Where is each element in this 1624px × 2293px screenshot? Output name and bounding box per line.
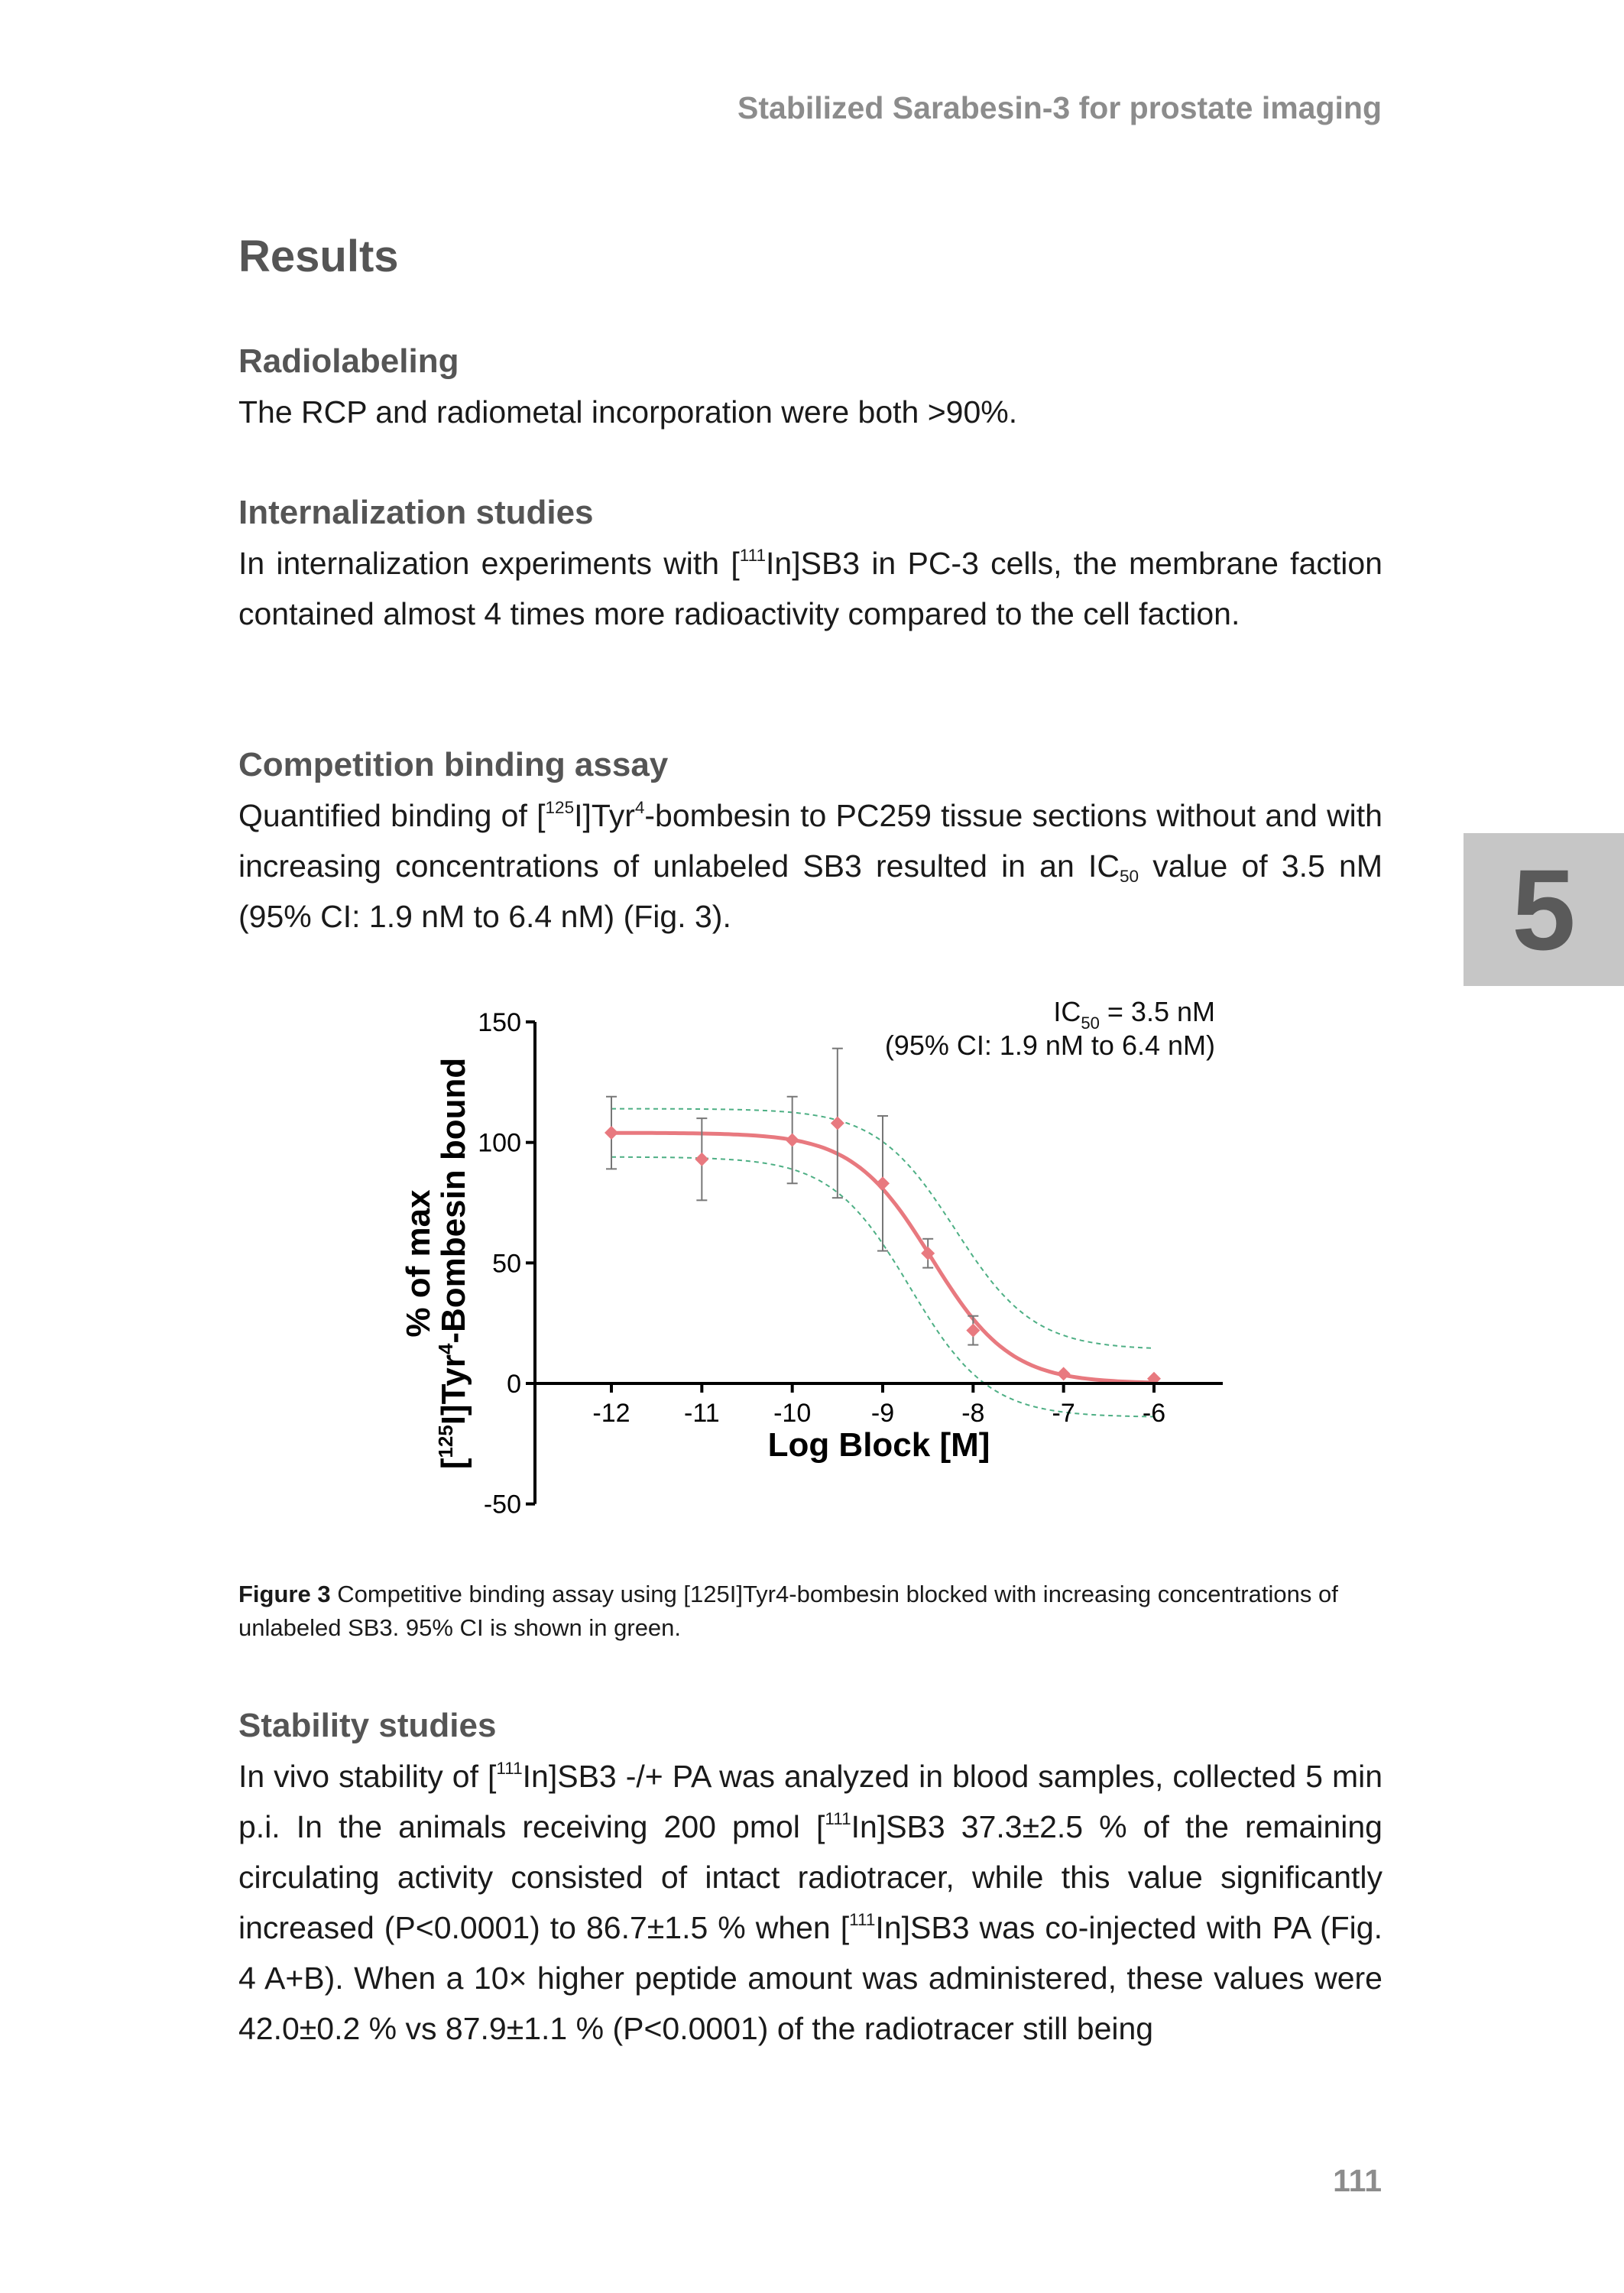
data-point [1057, 1367, 1071, 1380]
y-tick-label: 50 [492, 1249, 521, 1279]
internalization-heading: Internalization studies [238, 494, 594, 531]
section-title: Results [238, 232, 399, 281]
data-point [605, 1126, 618, 1140]
x-tick-label: -10 [773, 1399, 812, 1428]
x-tick-label: -6 [1142, 1399, 1166, 1428]
ci-annotation: (95% CI: 1.9 nM to 6.4 nM) [884, 1030, 1215, 1061]
x-tick-label: -7 [1052, 1399, 1075, 1428]
data-point [695, 1153, 708, 1166]
y-axis-label-line2: [$^{125}$I]Tyr$^4$-Bombesin bound [434, 1057, 472, 1470]
running-title: Stabilized Sarabesin-3 for prostate imaging [737, 90, 1382, 125]
internalization-text: In internalization experiments with [$^{111}$In]SB3 in PC-3 cells, the membrane faction contained almost 4 times more radioactivity compared to the cell faction. [238, 546, 1383, 631]
competition-binding-chart [367, 986, 1269, 1536]
figure-caption: Figure 3 Competitive binding assay using [125I]Tyr4-bombesin blocked with increasing concentrations of unlabeled SB3. 95% CI is shown in green. [238, 1581, 1338, 1641]
y-tick-label: 150 [478, 1008, 521, 1037]
stability-text: In vivo stability of [$^{111}$In]SB3 -/+ PA was analyzed in blood samples, collected 5 min p.i. In the animals receiving 200 pmol [$^{111}$In]SB3 37.3±2.5 % of the remaining circulating activity consisted of intact radiotracer, while this value significantly increased (P<0.0001) to 86.7±1.5 % when [$^{111}$In]SB3 was co-injected with PA (Fig. 4 A+B). When a 10× higher peptide amount was administered, these values were 42.0±0.2 % vs 87.9±1.1 % (P<0.0001) of the radiotracer still being [238, 1759, 1383, 2046]
ic50-annotation: $IC_{50} = 3.5$ nM [1053, 996, 1215, 1033]
competition-text: Quantified binding of [$^{125}$I]Tyr$^4$-bombesin to PC259 tissue sections without and with increasing concentrations of unlabeled SB3 resulted in an $IC_{50}$ value of 3.5 nM (95% CI: 1.9 nM to 6.4 nM) (Fig. 3). [238, 798, 1383, 934]
x-tick-label: -11 [684, 1399, 720, 1428]
page-number: 111 [1333, 2163, 1382, 2198]
competition-section [238, 740, 1383, 942]
x-tick-label: -9 [870, 1399, 895, 1428]
y-axis-label-line1: % of max [400, 1189, 437, 1338]
x-axis-label: Log Block [M] [767, 1426, 990, 1464]
chapter-tab: 5 [1464, 833, 1624, 986]
stability-section [238, 1701, 1383, 2054]
y-tick-label: -50 [483, 1490, 521, 1519]
internalization-section [238, 488, 1383, 639]
figure-label: Figure 3 [238, 1581, 331, 1607]
competition-heading: Competition binding assay [238, 746, 669, 783]
data-point [786, 1134, 799, 1147]
radiolabeling-text: The RCP and radiometal incorporation were both >90%. [238, 394, 1018, 430]
x-tick-label: -12 [592, 1399, 630, 1428]
y-tick-label: 100 [478, 1128, 521, 1158]
radiolabeling-section [238, 336, 1383, 437]
x-tick-label: -8 [961, 1399, 985, 1428]
data-point [876, 1176, 890, 1190]
radiolabeling-heading: Radiolabeling [238, 342, 459, 380]
stability-heading: Stability studies [238, 1707, 497, 1744]
error-bars [606, 1049, 978, 1345]
y-tick-label: 0 [507, 1370, 521, 1399]
